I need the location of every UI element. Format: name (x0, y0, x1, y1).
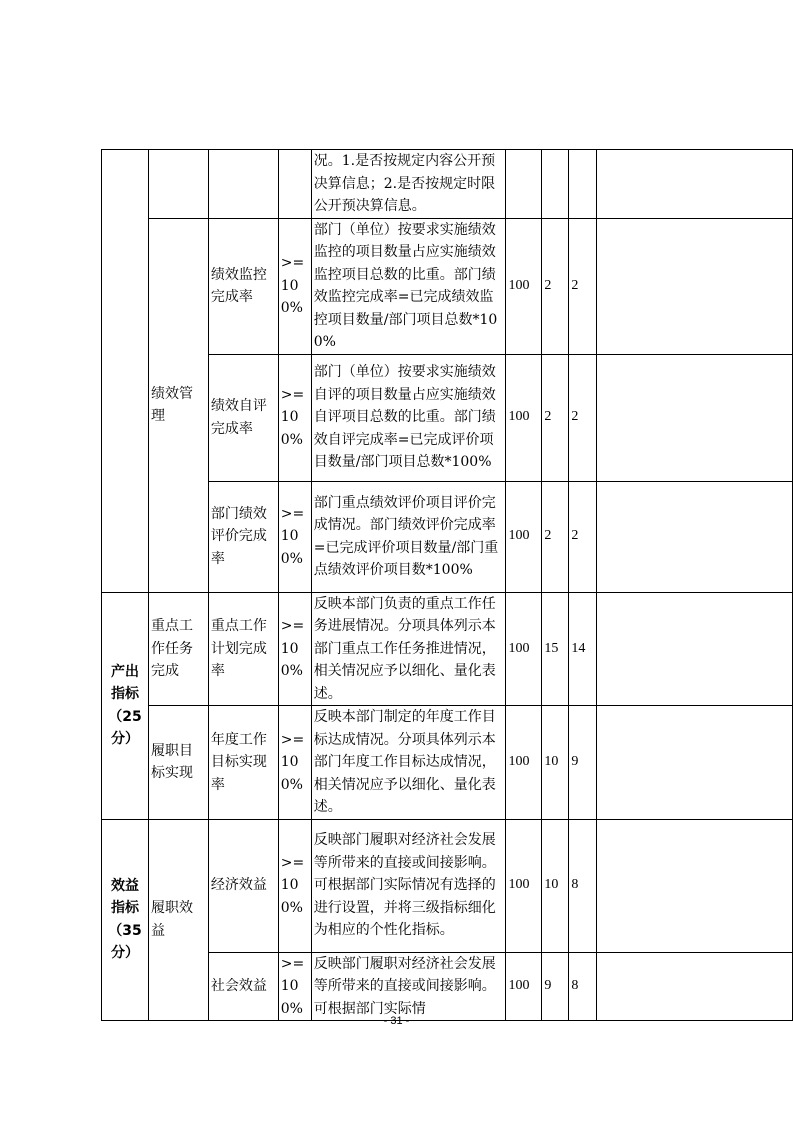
score-cell: 2 (569, 218, 597, 354)
standard-cell: >=100% (278, 354, 311, 481)
weight-cell: 2 (542, 218, 569, 354)
table-row (102, 150, 793, 219)
description-cell: 反映部门履职对经济社会发展等所带来的直接或间接影响。可根据部门实际情 (311, 952, 506, 1021)
table-row (102, 592, 793, 706)
description-cell: 部门重点绩效评价项目评价完成情况。部门绩效评价完成率=已完成评价项目数量/部门重点绩效评价项目数*100% (311, 481, 506, 592)
standard-cell: >=100% (278, 481, 311, 592)
description-cell: 况。1.是否按规定内容公开预决算信息；2.是否按规定时限公开预决算信息。 (311, 150, 506, 219)
target-cell: 100 (506, 952, 542, 1021)
weight-cell: 10 (542, 706, 569, 820)
score-cell (569, 150, 597, 219)
standard-cell: >=100% (278, 592, 311, 706)
description-cell: 部门（单位）按要求实施绩效自评的项目数量占应实施绩效自评项目总数的比重。部门绩效自评完成率=已完成评价项目数量/部门项目总数*100% (311, 354, 506, 481)
standard-cell: >=100% (278, 218, 311, 354)
target-cell: 100 (506, 354, 542, 481)
target-cell: 100 (506, 706, 542, 820)
remark-cell (597, 819, 793, 952)
remark-cell (597, 592, 793, 706)
level1-cell: 效益指标（35分） (102, 819, 149, 1021)
score-cell: 8 (569, 952, 597, 1021)
standard-cell: >=100% (278, 819, 311, 952)
weight-cell: 10 (542, 819, 569, 952)
weight-cell (542, 150, 569, 219)
weight-cell: 2 (542, 481, 569, 592)
indicator-cell: 部门绩效评价完成率 (208, 481, 278, 592)
target-cell: 100 (506, 481, 542, 592)
remark-cell (597, 354, 793, 481)
remark-cell (597, 952, 793, 1021)
remark-cell (597, 218, 793, 354)
indicator-table (101, 149, 793, 1021)
level2-cell: 重点工作任务完成 (148, 592, 208, 706)
score-cell: 14 (569, 592, 597, 706)
indicator-cell: 绩效自评完成率 (208, 354, 278, 481)
indicator-cell: 绩效监控完成率 (208, 218, 278, 354)
remark-cell (597, 706, 793, 820)
remark-cell (597, 481, 793, 592)
table-row (102, 819, 793, 952)
description-cell: 反映本部门制定的年度工作目标达成情况。分项具体列示本部门年度工作目标达成情况，相关情况应予以细化、量化表述。 (311, 706, 506, 820)
level2-cell: 绩效管理 (148, 218, 208, 592)
description-cell: 反映本部门负责的重点工作任务进展情况。分项具体列示本部门重点工作任务推进情况，相关情况应予以细化、量化表述。 (311, 592, 506, 706)
indicator-cell: 重点工作计划完成率 (208, 592, 278, 706)
score-cell: 2 (569, 481, 597, 592)
score-cell: 9 (569, 706, 597, 820)
level1-cell: 产出指标（25分） (102, 592, 149, 819)
table-row (102, 706, 793, 820)
standard-cell: >=100% (278, 706, 311, 820)
weight-cell: 2 (542, 354, 569, 481)
score-cell: 8 (569, 819, 597, 952)
weight-cell: 15 (542, 592, 569, 706)
score-cell: 2 (569, 354, 597, 481)
indicator-cell: 社会效益 (208, 952, 278, 1021)
level2-cell: 履职效益 (148, 819, 208, 1021)
target-cell (506, 150, 542, 219)
remark-cell (597, 150, 793, 219)
level2-cell: 履职目标实现 (148, 706, 208, 820)
weight-cell: 9 (542, 952, 569, 1021)
level2-cell (148, 150, 208, 219)
standard-cell (278, 150, 311, 219)
target-cell: 100 (506, 819, 542, 952)
target-cell: 100 (506, 218, 542, 354)
standard-cell: >=100% (278, 952, 311, 1021)
level1-cell (102, 150, 149, 593)
indicator-cell (208, 150, 278, 219)
description-cell: 部门（单位）按要求实施绩效监控的项目数量占应实施绩效监控项目总数的比重。部门绩效监控完成率=已完成绩效监控项目数量/部门项目总数*100% (311, 218, 506, 354)
page-number: - 31 - (383, 1015, 410, 1027)
description-cell: 反映部门履职对经济社会发展等所带来的直接或间接影响。可根据部门实际情况有选择的进行设置，并将三级指标细化为相应的个性化指标。 (311, 819, 506, 952)
indicator-cell: 年度工作目标实现率 (208, 706, 278, 820)
indicator-cell: 经济效益 (208, 819, 278, 952)
table-row (102, 218, 793, 354)
target-cell: 100 (506, 592, 542, 706)
